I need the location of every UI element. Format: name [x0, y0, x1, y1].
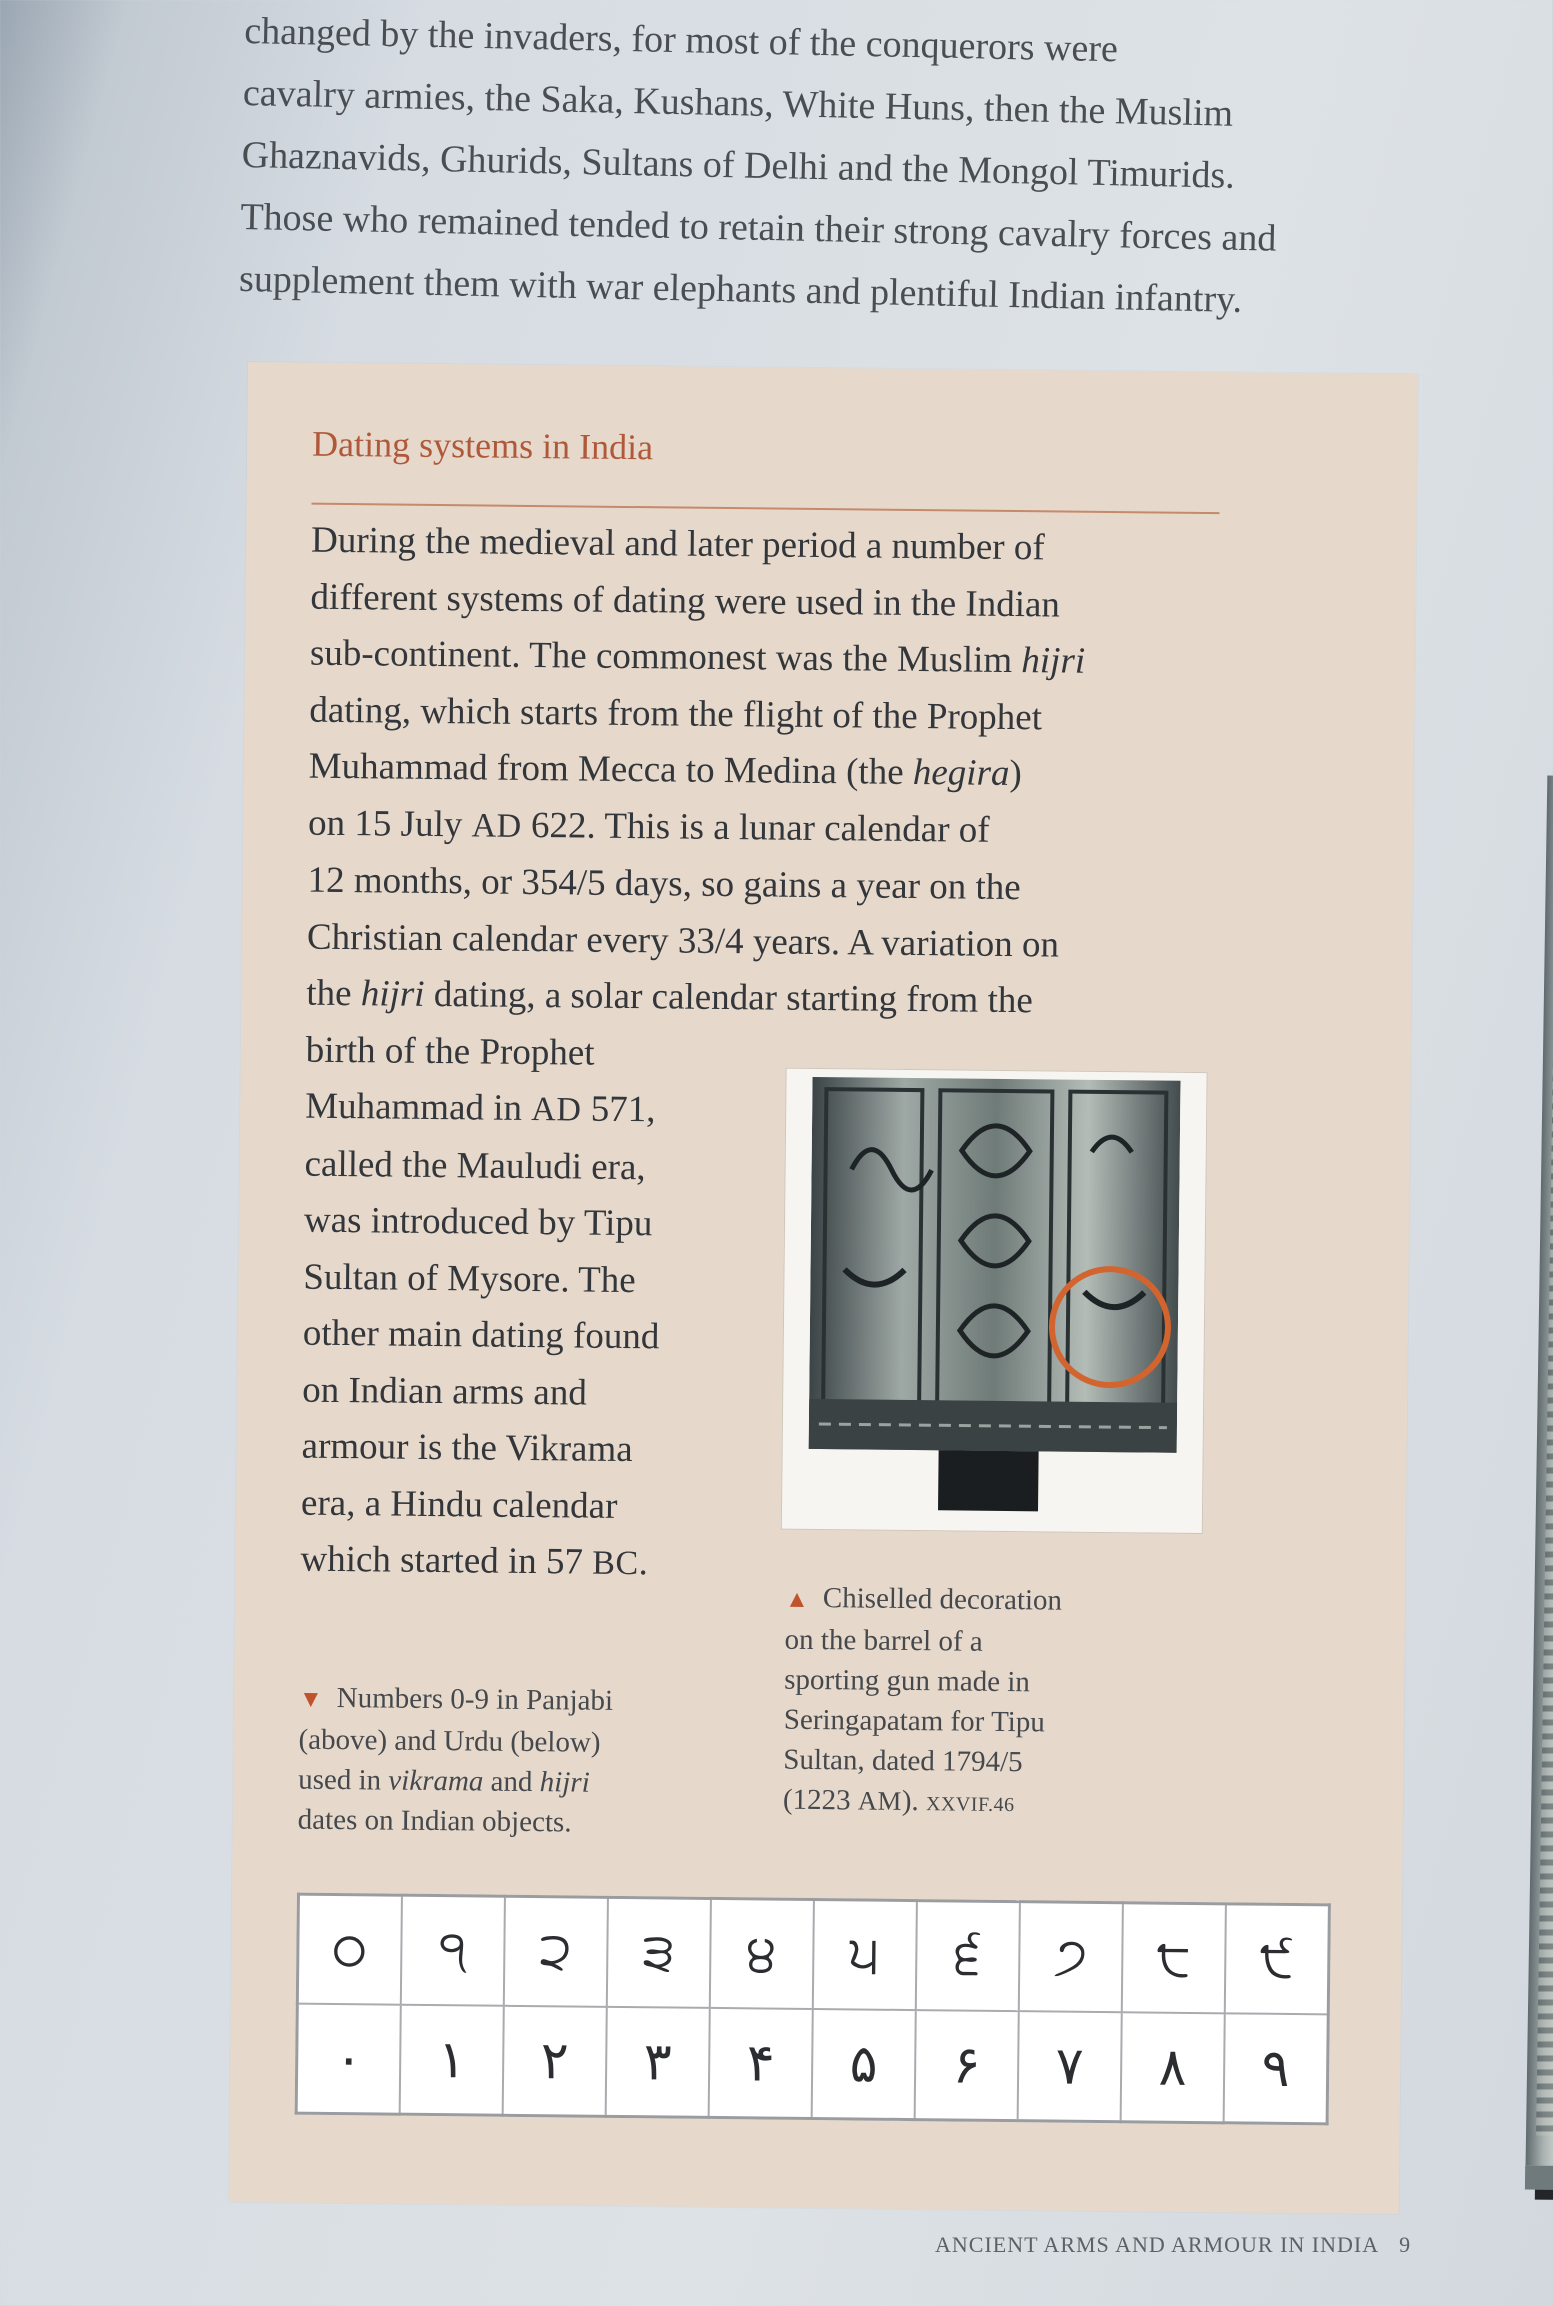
panjabi-digit: ੯	[1225, 1904, 1330, 2015]
body-text: era, a Hindu calendar	[300, 1482, 618, 1527]
urdu-digit: ۸	[1121, 2012, 1225, 2123]
gun-barrel-photo	[781, 1068, 1208, 1534]
title-divider	[312, 503, 1220, 515]
body-text: on 15 July	[307, 802, 472, 845]
body-text: Muhammad from Mecca to Medina (the	[308, 745, 914, 793]
hijri-term: hijri	[1021, 640, 1086, 682]
panjabi-digit: ੪	[710, 1898, 814, 2009]
intro-line: cavalry armies, the Saka, Kushans, White Huns, then the Muslim	[242, 71, 1234, 135]
era-abbrev: BC	[592, 1544, 639, 1583]
body-line	[308, 795, 1209, 862]
caption-text: used in	[297, 1763, 389, 1797]
hijri-term: hijri	[360, 973, 425, 1015]
dating-systems-box	[229, 362, 1418, 2214]
gun-barrel-illustration	[808, 1069, 1181, 1533]
body-text: on Indian arms and	[302, 1369, 588, 1414]
body-text: called the Mauludi era,	[304, 1143, 646, 1188]
urdu-digit: ۰	[296, 2004, 401, 2115]
urdu-digit: ۳	[606, 2007, 710, 2118]
panjabi-row	[297, 1894, 1329, 2014]
era-abbrev: AD	[471, 806, 522, 845]
photo-caption	[783, 1578, 1146, 1827]
panjabi-digit: ੬	[916, 1901, 1020, 2012]
long-gun-barrel-image	[1526, 775, 1553, 2166]
body-text: was introduced by Tipu	[303, 1199, 653, 1245]
caption-text: (1223	[782, 1783, 859, 1817]
panjabi-digit: ੦	[297, 1894, 402, 2005]
body-line	[308, 739, 1209, 805]
body-text: sub-continent. The commonest was the Muslim	[309, 632, 1022, 682]
body-line	[307, 909, 1208, 975]
body-line	[306, 966, 1207, 1032]
panjabi-digit: ੮	[1122, 1903, 1226, 2014]
intro-line: Those who remained tended to retain their strong cavalry forces and	[240, 195, 1277, 260]
intro-line: Ghaznavids, Ghurids, Sultans of Delhi and the Mongol Timurids.	[241, 133, 1236, 197]
caption-line: dates on Indian objects.	[297, 1803, 572, 1839]
body-text: which started in 57	[300, 1538, 593, 1583]
panjabi-digit: ੧	[401, 1895, 505, 2006]
numerals-table	[295, 1893, 1331, 2126]
urdu-digit: ۶	[915, 2010, 1019, 2121]
box-title: Dating systems in India	[311, 423, 654, 468]
body-text: Christian calendar every 33/4 years. A variation on	[306, 916, 1060, 966]
body-line	[309, 682, 1210, 748]
body-text: .	[638, 1542, 649, 1584]
era-abbrev: AM	[857, 1785, 903, 1816]
running-title: ANCIENT ARMS AND ARMOUR IN INDIA	[935, 2232, 1380, 2257]
caption-text: ).	[901, 1784, 919, 1818]
body-text: Sultan of Mysore. The	[303, 1256, 636, 1301]
body-text: During the medieval and later period a number of	[310, 519, 1045, 569]
body-line	[310, 569, 1211, 635]
caption-line: Sultan, dated 1794/5	[783, 1743, 1023, 1779]
body-text: 622. This is a lunar calendar of	[521, 804, 990, 851]
caption-line: on the barrel of a	[784, 1623, 983, 1658]
caption-line	[785, 1578, 1145, 1624]
urdu-digit: ۲	[503, 2006, 607, 2117]
caption-text: and	[483, 1765, 540, 1799]
urdu-digit: ۵	[812, 2009, 916, 2120]
triangle-up-icon: ▲	[784, 1586, 809, 1613]
caption-line	[298, 1760, 718, 1804]
urdu-digit: ۹	[1224, 2013, 1329, 2124]
hegira-term: hegira	[912, 751, 1010, 794]
vikrama-term: vikrama	[388, 1764, 484, 1798]
caption-line: Seringapatam for Tipu	[783, 1703, 1045, 1739]
body-text: birth of the Prophet	[305, 1029, 595, 1074]
urdu-digit: ۴	[709, 2008, 813, 2119]
urdu-digit: ۷	[1018, 2011, 1122, 2122]
gun-barrel-base	[1525, 2165, 1553, 2190]
caption-line: (above) and Urdu (below)	[298, 1723, 601, 1759]
caption-line	[783, 1780, 1143, 1827]
panjabi-digit: ੩	[607, 1897, 711, 2008]
body-text: dating, which starts from the flight of the Prophet	[309, 689, 1043, 738]
intro-paragraph	[239, 0, 1425, 335]
intro-line: supplement them with war elephants and plentiful Indian infantry.	[238, 257, 1243, 321]
body-text: other main dating found	[302, 1312, 660, 1358]
museum-reference: XXVIF.46	[925, 1793, 1015, 1817]
body-text: )	[1009, 752, 1023, 795]
body-line	[307, 853, 1208, 919]
body-text: dating, a solar calendar starting from the	[424, 973, 1034, 1022]
body-text: the	[306, 972, 362, 1015]
body-text: armour is the Vikrama	[301, 1425, 633, 1471]
body-line	[311, 513, 1212, 579]
numbers-caption	[298, 1678, 720, 1844]
urdu-row	[296, 2004, 1328, 2124]
body-text: Muhammad in	[304, 1085, 532, 1130]
body-line	[310, 626, 1211, 692]
urdu-digit: ۱	[400, 2005, 504, 2116]
caption-line: sporting gun made in	[784, 1663, 1031, 1699]
panjabi-digit: ੫	[813, 1900, 917, 2011]
caption-line	[299, 1678, 719, 1724]
page-number: 9	[1399, 2232, 1412, 2257]
era-abbrev: AD	[531, 1091, 582, 1129]
triangle-down-icon: ▼	[298, 1686, 323, 1713]
body-text: 12 months, or 354/5 days, so gains a year on the	[307, 859, 1021, 909]
caption-text: Numbers 0-9 in Panjabi	[336, 1682, 614, 1717]
gun-barrel-tip	[1535, 2190, 1553, 2200]
hijri-term: hijri	[539, 1766, 590, 1799]
intro-line: changed by the invaders, for most of the conquerors were	[243, 9, 1119, 71]
body-text: different systems of dating were used in the Indian	[310, 576, 1061, 626]
panjabi-digit: ੨	[504, 1896, 608, 2007]
body-text: 571,	[581, 1088, 656, 1131]
caption-text: Chiselled decoration	[822, 1582, 1063, 1617]
panjabi-digit: ੭	[1019, 1902, 1123, 2013]
barrel-stock	[938, 1450, 1039, 1511]
page-footer	[935, 2232, 1411, 2258]
